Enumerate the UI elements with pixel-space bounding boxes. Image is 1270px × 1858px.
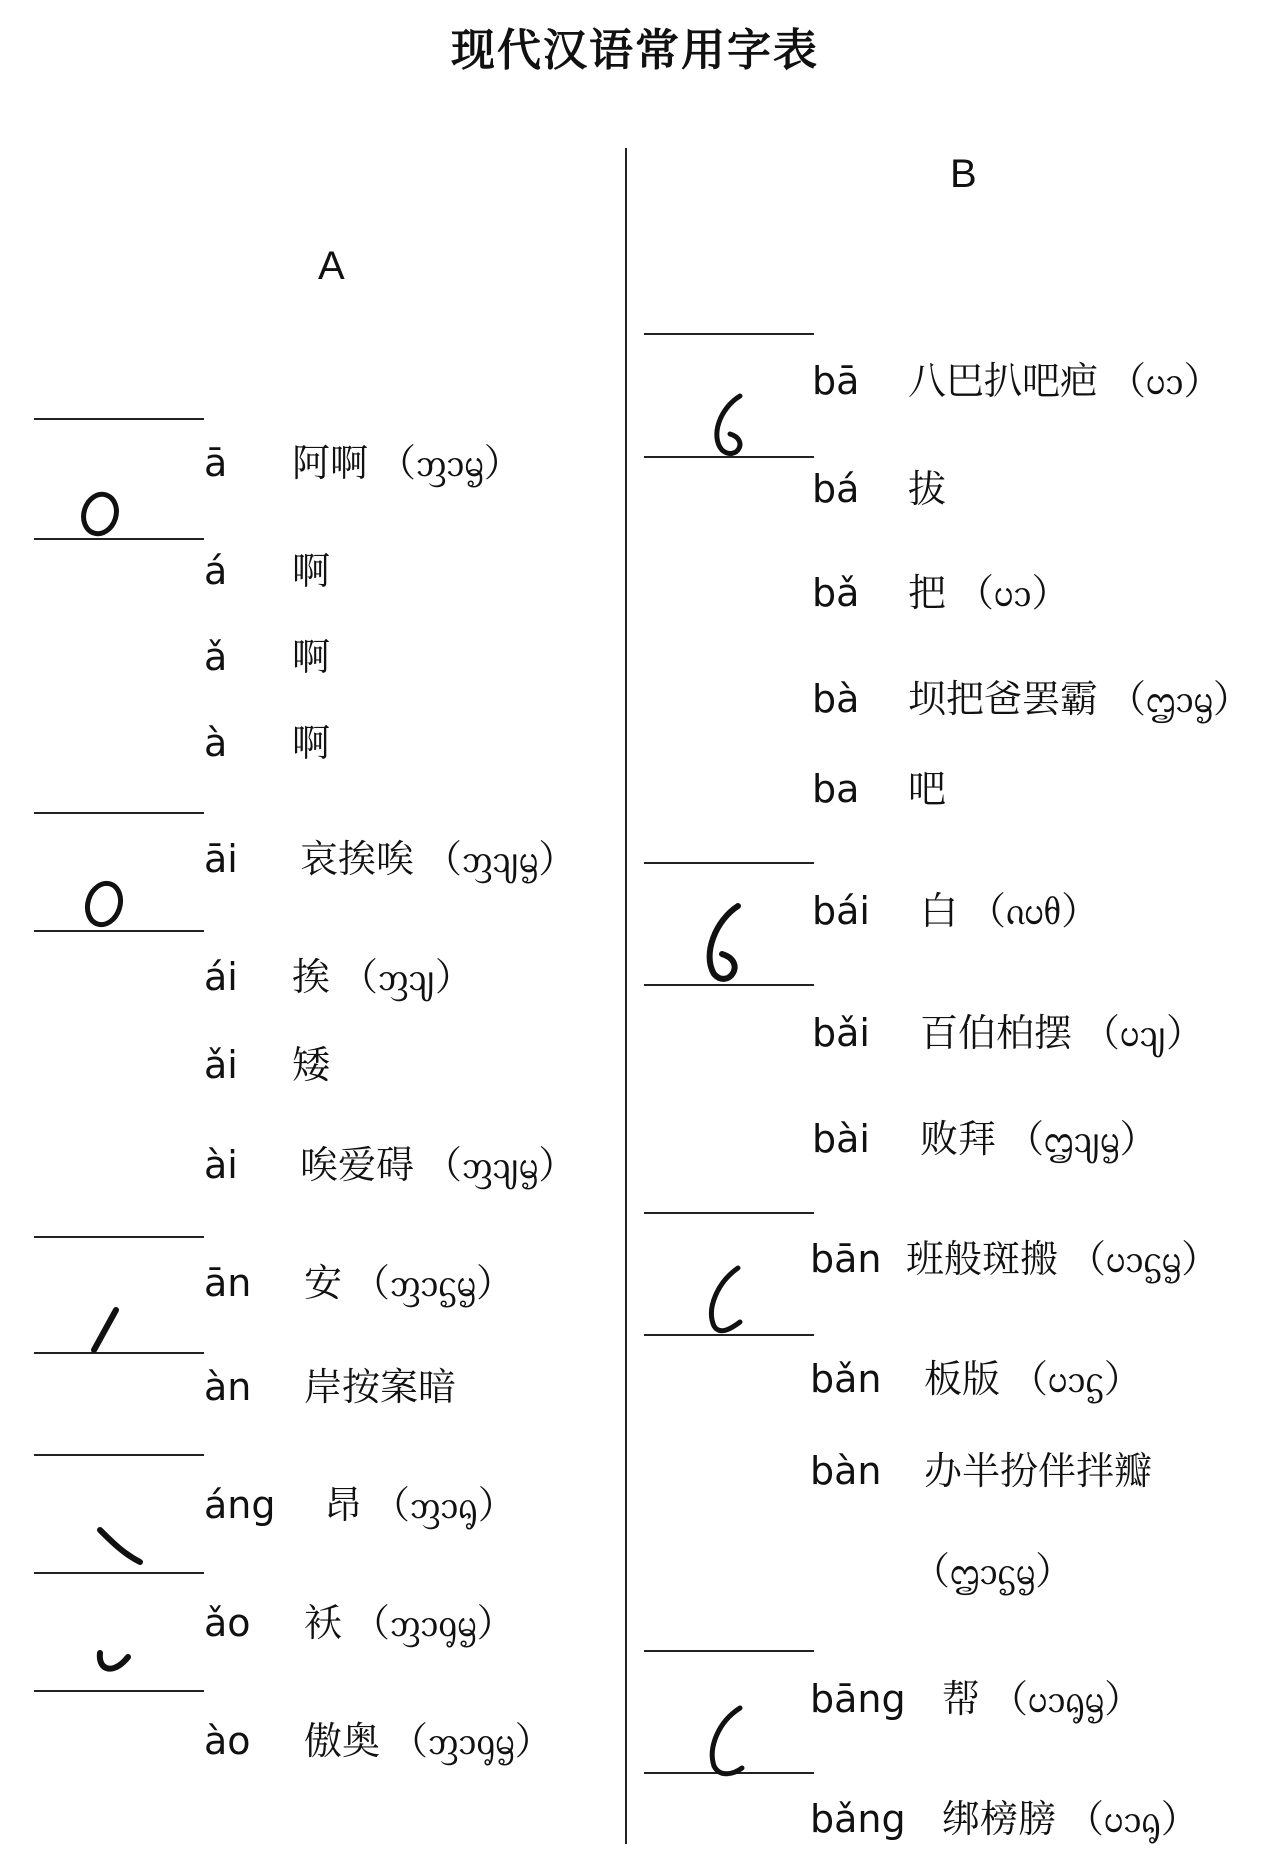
pinyin: ān — [204, 1261, 252, 1305]
pinyin: ǎ — [204, 635, 228, 679]
pinyin: á — [204, 549, 228, 593]
pinyin: à — [204, 721, 228, 765]
entry-b — [812, 889, 1100, 933]
tai-reading: （ᦀᦱᧄ） — [378, 441, 522, 485]
tone-mark-b-1 — [700, 388, 760, 464]
column-b-letter: B — [950, 152, 977, 196]
hanzi: 唉爱碍 — [300, 1143, 415, 1187]
tai-reading: （ᦗᦱᧄ） — [1108, 677, 1251, 721]
pinyin: ǎi — [204, 1043, 238, 1087]
tai-reading: （ᦗᦻᧄ） — [1006, 1117, 1158, 1161]
entry-a — [204, 1719, 553, 1763]
entry-b — [812, 767, 947, 811]
pinyin: bá — [812, 467, 860, 511]
pinyin: bān — [810, 1237, 882, 1281]
entry-a — [204, 1365, 457, 1409]
entry-a — [204, 721, 331, 765]
pinyin: ǎo — [204, 1601, 251, 1645]
pinyin: bài — [812, 1117, 870, 1161]
hanzi: 傲奥 — [304, 1719, 381, 1763]
pinyin: bàn — [810, 1449, 882, 1493]
entry-b — [810, 1449, 1153, 1493]
hanzi: 啊 — [292, 635, 331, 679]
hanzi: 百伯柏摆 — [920, 1011, 1073, 1055]
hanzi: 白 — [920, 889, 959, 933]
column-divider — [625, 148, 627, 1844]
hanzi: 安 — [304, 1261, 343, 1305]
entry-b — [810, 1357, 1142, 1401]
hanzi: 昂 — [324, 1483, 363, 1527]
pinyin: bāng — [810, 1677, 906, 1721]
hanzi: 八巴扒吧疤 — [908, 359, 1099, 403]
pinyin: ā — [204, 441, 228, 485]
tai-reading: （ᦀᦱᧃᧄ） — [352, 1261, 514, 1305]
entry-a — [204, 1483, 516, 1527]
hanzi: 啊 — [292, 549, 331, 593]
entry-b — [810, 1677, 1143, 1721]
entry-a — [204, 1143, 577, 1187]
hanzi: 阿啊 — [292, 441, 369, 485]
hanzi: 矮 — [292, 1043, 331, 1087]
entry-b — [810, 1797, 1199, 1841]
entry-a — [204, 441, 522, 485]
tai-reading: （ᦢᦱᧃᧄ） — [1068, 1237, 1220, 1281]
tai-reading: （ᦀᦻ） — [340, 955, 473, 999]
entry-b — [810, 1237, 1220, 1281]
pinyin: ài — [204, 1143, 238, 1187]
rule-b-1 — [644, 333, 814, 335]
hanzi: 哀挨唉 — [300, 837, 415, 881]
tai-reading: （ᦢᦱ） — [956, 571, 1070, 615]
tai-reading: （ᦵᦢᦲ） — [968, 889, 1100, 933]
tai-reading: （ᦀᦱᧁᧄ） — [352, 1601, 515, 1645]
hanzi: 板版 — [924, 1357, 1001, 1401]
hanzi: 绑榜膀 — [942, 1797, 1057, 1841]
rule-a-3 — [34, 812, 204, 814]
tone-mark-a-1 — [70, 480, 130, 540]
pinyin: bà — [812, 677, 860, 721]
tai-reading: （ᦢᦱᧃ） — [1010, 1357, 1142, 1401]
hanzi: 坝把爸罢霸 — [908, 677, 1099, 721]
hanzi: 啊 — [292, 721, 331, 765]
hanzi: 吧 — [908, 767, 947, 811]
hanzi: 败拜 — [920, 1117, 997, 1161]
entry-a — [204, 549, 331, 593]
entry-b-continuation — [912, 1549, 1074, 1593]
rule-a-9 — [34, 1690, 204, 1692]
rule-b-7 — [644, 1650, 814, 1652]
pinyin: bǎn — [810, 1357, 882, 1401]
entry-b — [812, 1011, 1205, 1055]
hanzi: 把 — [908, 571, 947, 615]
rule-b-5 — [644, 1212, 814, 1214]
rule-a-5 — [34, 1236, 204, 1238]
entry-b — [812, 359, 1222, 403]
tai-reading: （ᦀᦻᧄ） — [424, 837, 577, 881]
rule-a-1 — [34, 418, 204, 420]
tai-reading: （ᦢᦱᧂ） — [1066, 1797, 1199, 1841]
pinyin: bǎi — [812, 1011, 870, 1055]
hanzi: 挨 — [292, 955, 331, 999]
entry-a — [204, 837, 577, 881]
tai-reading: （ᦀᦻᧄ） — [424, 1143, 577, 1187]
tone-mark-b-4 — [696, 1702, 756, 1784]
hanzi: 岸按案暗 — [304, 1365, 457, 1409]
pinyin: ào — [204, 1719, 251, 1763]
tai-reading: （ᦀᦱᧁᧄ） — [390, 1719, 553, 1763]
hanzi: 拔 — [908, 467, 947, 511]
entry-b — [812, 1117, 1158, 1161]
tone-mark-b-3 — [696, 1262, 756, 1342]
column-a-letter: A — [318, 244, 345, 288]
entry-a — [204, 1043, 331, 1087]
hanzi: 袄 — [304, 1601, 343, 1645]
entry-a — [204, 955, 473, 999]
pinyin: bǎ — [812, 571, 860, 615]
pinyin: áng — [204, 1483, 276, 1527]
entry-a — [204, 1601, 515, 1645]
pinyin: bái — [812, 889, 870, 933]
tai-reading: （ᦗᦱᧃᧄ） — [912, 1549, 1074, 1593]
page-title: 现代汉语常用字表 — [451, 25, 819, 76]
rule-a-7 — [34, 1454, 204, 1456]
rule-b-3 — [644, 862, 814, 864]
entry-b — [812, 571, 1070, 615]
pinyin: bǎng — [810, 1797, 906, 1841]
tai-reading: （ᦀᦱᧂ） — [372, 1483, 516, 1527]
entry-a — [204, 1261, 514, 1305]
rule-a-8 — [34, 1572, 204, 1574]
tone-mark-b-2 — [694, 900, 754, 990]
hanzi: 班般斑搬 — [906, 1237, 1059, 1281]
hanzi: 帮 — [942, 1677, 981, 1721]
tai-reading: （ᦢᦱᧂᧄ） — [990, 1677, 1143, 1721]
tone-mark-a-4 — [92, 1520, 152, 1570]
entry-b — [812, 677, 1251, 721]
pinyin: ba — [812, 767, 860, 811]
tai-reading: （ᦢᦱ） — [1108, 359, 1222, 403]
hanzi: 办半扮伴拌瓣 — [924, 1449, 1153, 1493]
pinyin: āi — [204, 837, 238, 881]
tone-mark-a-2 — [74, 872, 134, 932]
entry-a — [204, 635, 331, 679]
entry-b — [812, 467, 947, 511]
tone-mark-a-3 — [80, 1300, 130, 1360]
pinyin: ái — [204, 955, 238, 999]
pinyin: bā — [812, 359, 860, 403]
tone-mark-a-5 — [88, 1645, 148, 1685]
tai-reading: （ᦢᦻ） — [1082, 1011, 1205, 1055]
pinyin: àn — [204, 1365, 252, 1409]
